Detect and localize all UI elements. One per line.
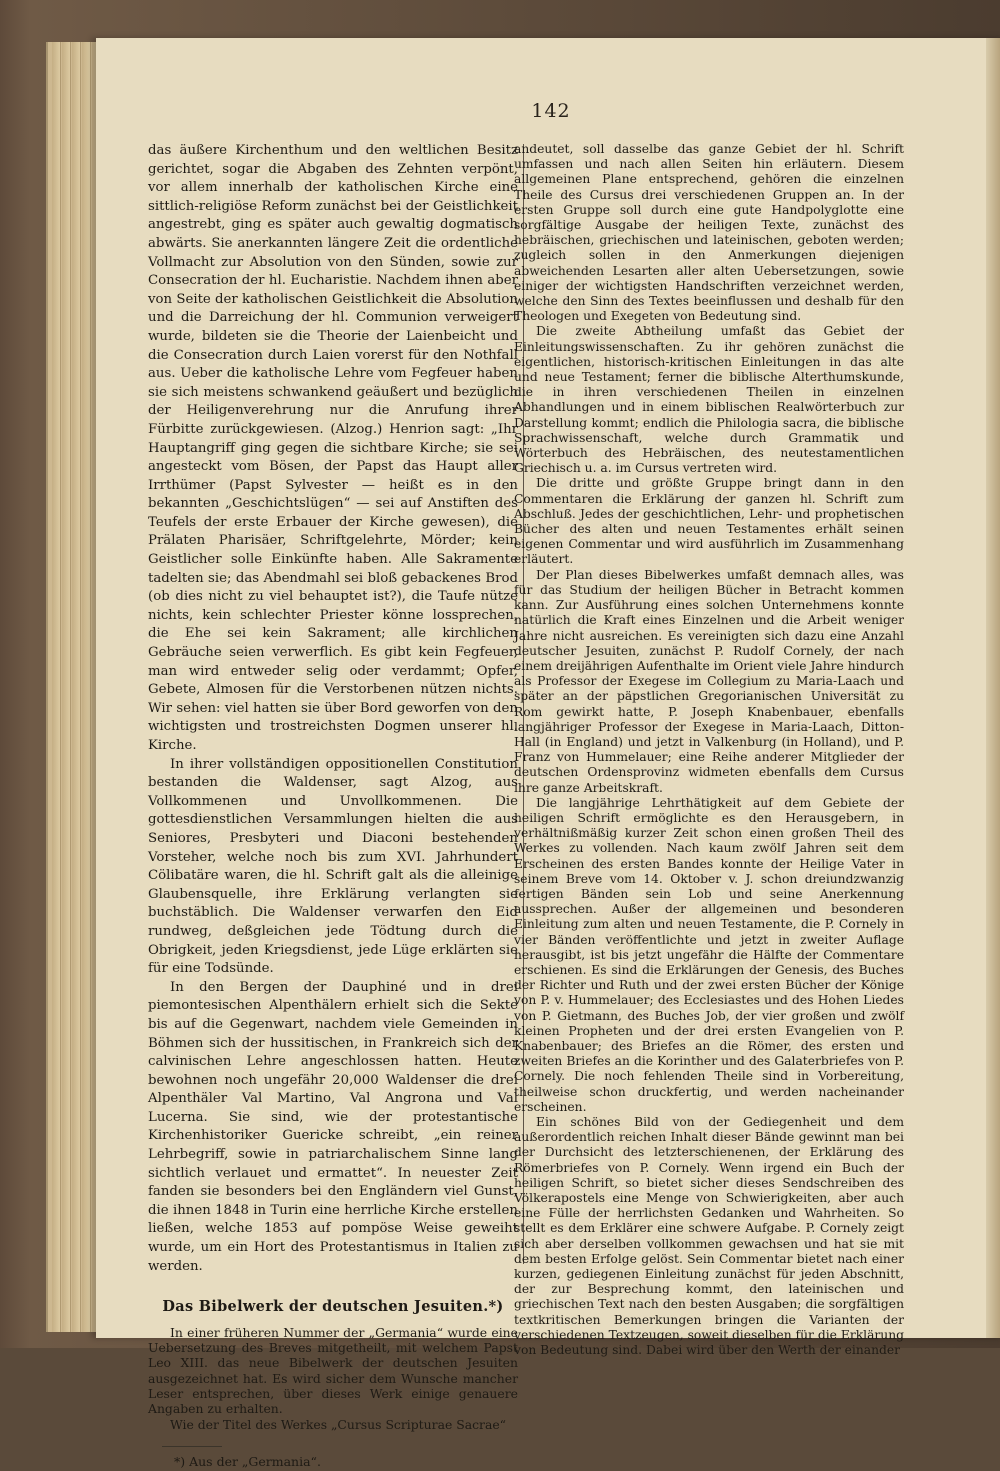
footnote-rule xyxy=(162,1446,222,1447)
left-paragraph-3: In den Bergen der Dauphiné und in drei piemontesischen Alpenthälern erhielt sich die Sekte bis auf die Gegenwart, nachdem viele Gemeinden in Böhmen sich der hussitischen, in Frankreich sich der calvinischen Lehre angeschlossen hatten. Heute bewohnen noch ungefähr 20,000 Waldenser die drei Alpenthäler Val Martino, Val Angrona und Val Lucerna. Sie sind, wie der protestantische Kirchenhistoriker Guericke schreibt, „ein reiner Lehrbegriff, sowie in patriarchalischem Sinne lang sichtlich verlauet und ermattet“. In neuester Zeit fanden sie besonders bei den Engländern viel Gunst, die ihnen 1848 in Turin eine herrliche Kirche erstellen ließen, welche 1853 auf pompöse Weise geweiht wurde, um ein Hort des Protestantismus in Italien zu werden. xyxy=(148,979,518,1274)
article-title-paragraph: Wie der Titel des Werkes „Cursus Scripturae Sacrae“ xyxy=(170,1416,507,1432)
right-paragraph-6: Ein schönes Bild von der Gediegenheit und dem außerordentlich reichen Inhalt dieser Bände gewinnt man bei der Durchsicht des letzterschienenen, der Erklärung des Römerbriefes von P. Cornely. Wenn irgend ein Buch der heiligen Schrift, so bietet sicher dieses Sendschreiben des Völkerapostels eine Menge von Schwierigkeiten, aber auch eine Fülle der herrlichsten Gedanken und Wahrheiten. So stellt es dem Erklärer eine schwere Aufgabe. P. Cornely zeigt sich aber derselben vollkommen gewachsen und hat sie mit dem besten Erfolge gelöst. Sein Commentar bietet nach einer kurzen, gediegenen Einleitung zunächst für jeden Abschnitt, der zur Besprechung kommt, den lateinischen und griechischen Text nach den besten Ausgaben; die sorgfältigen textkritischen Bemerkungen bringen die Varianten der verschiedenen Textzeugen, soweit dieselben für die Erklärung von Bedeutung sind. Dabei wird über den Werth der einander xyxy=(514,1115,904,1358)
left-paragraph-2: In ihrer vollständigen oppositionellen Constitution bestanden die Waldenser, sagt Alzog, aus Vollkommenen und Unvollkommenen. Die gottesdienstlichen Versammlungen hielten die aus Seniores, Presbyteri und Diaconi bestehenden Vorsteher, welche noch bis zum XVI. Jahrhundert Cölibatäre waren, die hl. Schrift galt als die alleinige Glaubensquelle, ihre Erklärung verlangten sie buchstäblich. Die Waldenser verwarfen den Eid rundweg, deßgleichen jede Tödtung durch die Obrigkeit, jeden Kriegsdienst, jede Lüge erklärten sie für eine Todsünde. xyxy=(148,756,518,977)
page-right-edge xyxy=(986,38,1000,1338)
right-paragraph-3: Die dritte und größte Gruppe bringt dann in den Commentaren die Erklärung der ganzen hl. Schrift zum Abschluß. Jedes der geschichtlichen, Lehr- und prophetischen Bücher des alten und neuen Testamentes erhält seinen eigenen Commentar und wird ausführlich im Zusammenhang erläutert. xyxy=(514,476,904,567)
left-column xyxy=(148,142,518,1471)
right-paragraph-5: Die langjährige Lehrthätigkeit auf dem Gebiete der heiligen Schrift ermöglichte es den Herausgebern, in verhältnißmäßig kurzer Zeit schon einen großen Theil des Werkes zu vollenden. Nach kaum zwölf Jahren seit dem Erscheinen des ersten Bandes konnte der Heilige Vater in seinem Breve vom 14. Oktober v. J. schon dreiundzwanzig fertigen Bänden sein Lob und seine Anerkennung aussprechen. Außer der allgemeinen und besonderen Einleitung zum alten und neuen Testamente, die P. Cornely in vier Bänden veröffentlichte und jetzt in zweiter Auflage herausgibt, ist bis jetzt ungefähr die Hälfte der Commentare erschienen. Es sind die Erklärungen der Genesis, des Buches der Richter und Ruth und der zwei ersten Bücher der Könige von P. v. Hummelauer; des Ecclesiastes und des Hohen Liedes von P. Gietmann, des Buches Job, der vier großen und zwölf kleinen Propheten und der drei ersten Evangelien von P. Knabenbauer; des Briefes an die Römer, des ersten und zweiten Briefes an die Korinther und des Galaterbriefes von P. Cornely. Die noch fehlenden Theile sind in Vorbereitung, theilweise schon druckfertig, und werden nacheinander erscheinen. xyxy=(514,795,904,1114)
article-heading: Das Bibelwerk der deutschen Jesuiten.*) xyxy=(162,1298,504,1316)
right-paragraph-2: Die zweite Abtheilung umfaßt das Gebiet der Einleitungswissenschaften. Zu ihr gehören zunächst die eigentlichen, historisch-kritischen Einleitungen in das alte und neue Testament; ferner die biblische Alterthumskunde, die in ihren verschiedenen Theilen in einzelnen Abhandlungen und in einem biblischen Realwörterbuch zur Darstellung kommt; endlich die Philologia sacra, die biblische Sprachwissenschaft, welche durch Grammatik und Wörterbuch des Hebräischen, des neutestamentlichen Griechisch u. a. im Cursus vertreten wird. xyxy=(514,324,904,476)
book-page xyxy=(96,38,1000,1469)
page-edge xyxy=(62,42,71,1332)
page-number: 142 xyxy=(531,100,571,122)
right-paragraph-1: andeutet, soll dasselbe das ganze Gebiet der hl. Schrift umfassen und nach allen Seiten hin erläutern. Diesem allgemeinen Plane entsprechend, gehören die einzelnen Theile des Cursus drei verschiedenen Gruppen an. In der ersten Gruppe soll durch eine gute Handpolyglotte eine sorgfältige Ausgabe der heiligen Texte, zunächst des hebräischen, griechischen und lateinischen, geboten werden; zugleich sollen in den Anmerkungen diejenigen abweichenden Lesarten aller alten Uebersetzungen, sowie einiger der wichtigsten Handschriften verzeichnet werden, welche den Sinn des Textes beeinflussen und deshalb für den Theologen und Exegeten von Bedeutung sind. xyxy=(514,142,904,324)
page-edge xyxy=(52,42,61,1332)
article-intro-paragraph: In einer früheren Nummer der „Germania“ wurde eine Uebersetzung des Breves mitgetheilt, mit welchem Papst Leo XIII. das neue Bibelwerk der deutschen Jesuiten ausgezeichnet hat. Es wird sicher dem Wunsche mancher Leser entsprechen, über dieses Werk einige genauere Angaben zu erhalten. xyxy=(148,1324,518,1417)
page-edge xyxy=(72,42,81,1332)
page-edge xyxy=(82,42,91,1332)
left-paragraph-1: das äußere Kirchenthum und den weltlichen Besitz gerichtet, sogar die Abgaben des Zehnten verpönt, vor allem innerhalb der katholischen Kirche eine sittlich-religiöse Reform zunächst bei der Geistlichkeit angestrebt, ging es später auch gewaltig dogmatisch abwärts. Sie anerkannten längere Zeit die ordentliche Vollmacht zur Absolution von den Sünden, sowie zur Consecration der hl. Eucharistie. Nachdem ihnen aber von Seite der katholischen Geistlichkeit die Absolution und die Darreichung der hl. Communion verweigert wurde, bildeten sie die Theorie der Laienbeicht und die Consecration durch Laien vorerst für den Nothfall aus. Ueber die katholische Lehre vom Fegfeuer haben sie sich meistens schwankend geäußert und bezüglich der Heiligenverehrung nur die Anrufung ihrer Fürbitte zurückgewiesen. (Alzog.) Henrion sagt: „Ihr Hauptangriff ging gegen die sichtbare Kirche; sie sei angesteckt vom Bösen, der Papst das Haupt aller Irrthümer (Papst Sylvester — heißt es in den bekannten „Geschichtslügen“ — sei auf Anstiften des Teufels der erste Erbauer der Kirche gewesen), die Prälaten Pharisäer, Schriftgelehrte, Mörder; kein Geistlicher solle Einkünfte haben. Alle Sakramente tadelten sie; das Abendmahl sei bloß gebackenes Brod (ob dies nicht zu viel behauptet ist?), die Taufe nütze nichts, kein schlechter Priester könne lossprechen, die Ehe sei kein Sakrament; alle kirchlichen Gebräuche seien verwerflich. Es gibt kein Fegfeuer, man wird entweder selig oder verdammt; Opfer, Gebete, Almosen für die Verstorbenen nützen nichts. Wir sehen: viel hatten sie über Bord geworfen von den wichtigsten und trostreichsten Dogmen unserer hl. Kirche. xyxy=(148,143,518,753)
right-column xyxy=(514,142,904,1358)
footnote: *) Aus der „Germania“. xyxy=(174,1453,321,1469)
right-paragraph-4: Der Plan dieses Bibelwerkes umfaßt demnach alles, was für das Studium der heiligen Bücher in Betracht kommen kann. Zur Ausführung eines solchen Unternehmens konnte natürlich die Kraft eines Einzelnen und die Arbeit weniger Jahre nicht ausreichen. Es vereinigten sich dazu eine Anzahl deutscher Jesuiten, zunächst P. Rudolf Cornely, der nach einem dreijährigen Aufenthalte im Orient viele Jahre hindurch als Professor der Exegese im Collegium zu Maria-Laach und später an der päpstlichen Gregorianischen Universität zu Rom gewirkt hatte, P. Joseph Knabenbauer, ebenfalls langjähriger Professor der Exegese in Maria-Laach, Ditton-Hall (in England) und jetzt in Valkenburg (in Holland), und P. Franz von Hummelauer; eine Reihe anderer Mitglieder der deutschen Ordensprovinz widmeten ebenfalls dem Cursus ihre ganze Arbeitskraft. xyxy=(514,567,904,795)
